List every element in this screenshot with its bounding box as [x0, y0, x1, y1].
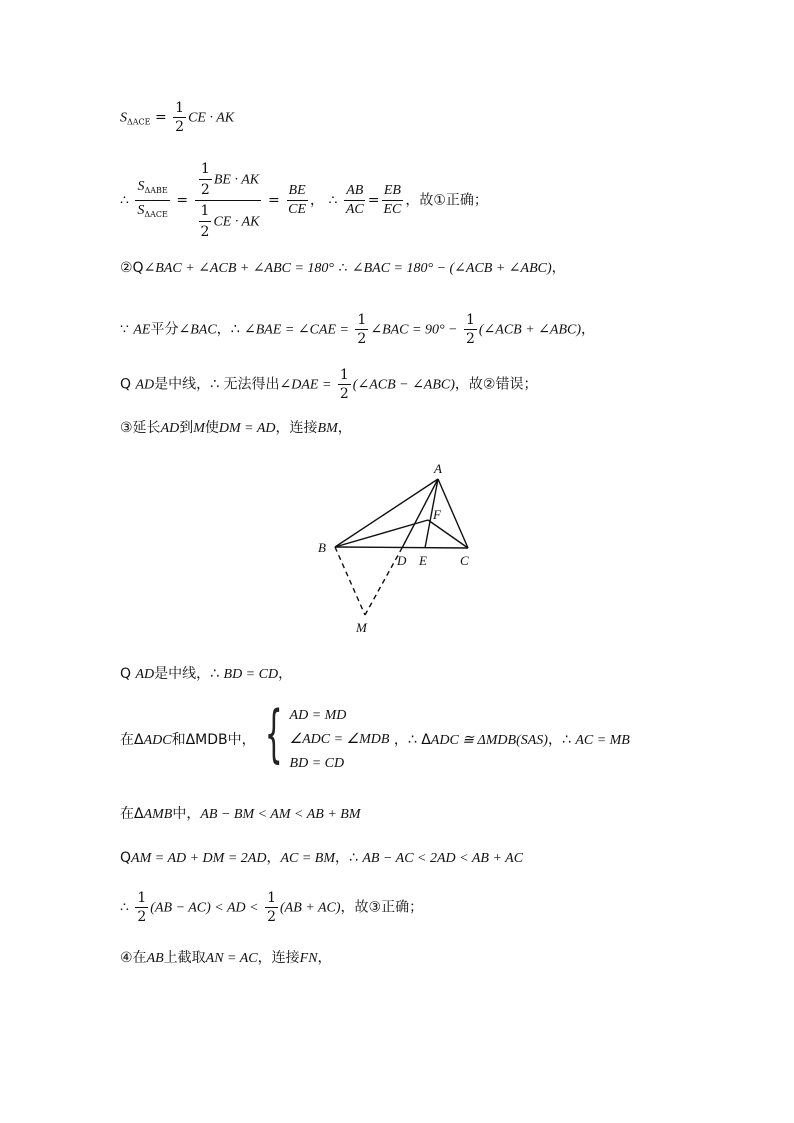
- segment-bm-dashed: [335, 547, 365, 615]
- comma: ，: [278, 666, 293, 682]
- fraction-half: [199, 202, 212, 241]
- because-symbol: ∵: [120, 321, 129, 338]
- fraction-eb-ec: [381, 183, 403, 218]
- comma: ，: [337, 420, 352, 436]
- equals-sign: =: [176, 192, 189, 209]
- formula-line-2: [120, 160, 488, 241]
- q-symbol: Q: [120, 376, 132, 393]
- therefore-symbol: ∴: [328, 192, 338, 209]
- compound-num: [195, 160, 261, 201]
- denominator: AC: [345, 202, 364, 217]
- system-row: BD = CD: [289, 756, 345, 771]
- triangle-amb: AMB: [143, 807, 173, 822]
- label-m: M: [356, 620, 367, 635]
- bisects-text: 平分: [150, 321, 179, 338]
- label-e: E: [419, 553, 427, 568]
- segment-ab: AB: [146, 951, 164, 966]
- segment-bm: BM: [317, 421, 338, 436]
- therefore-symbol: ，∴: [216, 321, 245, 338]
- fraction-half: [464, 312, 477, 347]
- text: 在Δ: [120, 806, 144, 822]
- compound-fraction: [195, 160, 262, 241]
- numerator: 1: [339, 367, 349, 383]
- segment-ad: AD: [135, 667, 155, 682]
- product-term: BE · AK: [213, 172, 260, 188]
- text: 中，: [172, 806, 201, 822]
- denominator: CE: [288, 202, 307, 217]
- length-equation: AM = AD + DM = 2AD: [131, 851, 267, 866]
- formula-line-11: [120, 890, 423, 925]
- therefore-symbol: ，∴ Δ: [393, 732, 431, 748]
- area-subscript: ΔACE: [127, 117, 151, 127]
- item-marker: ②Q: [120, 260, 144, 276]
- therefore-symbol: ∴: [120, 899, 129, 916]
- area-subscript: ΔACE: [144, 210, 168, 219]
- angle-sum: (∠ACB + ∠ABC): [478, 322, 582, 338]
- fraction-half: [199, 160, 212, 199]
- therefore-symbol: ∴: [120, 192, 129, 209]
- text: 在Δ: [120, 732, 144, 748]
- conclusion-text: ，故②错误；: [454, 376, 538, 393]
- denominator: 2: [339, 386, 349, 402]
- point-m: M: [193, 421, 205, 436]
- segment-bf: [335, 520, 428, 547]
- label-d: D: [397, 553, 407, 568]
- segment-equality: AC = BM: [280, 851, 335, 866]
- fraction-half: [173, 100, 186, 135]
- angle-difference: (∠ACB − ∠ABC): [352, 377, 455, 393]
- angle-bac: ∠BAC: [178, 322, 217, 338]
- label-a: A: [434, 461, 442, 476]
- fraction-ab-ac: [344, 183, 366, 218]
- equals-sign: =: [267, 192, 280, 209]
- item-marker: ④在: [120, 950, 147, 966]
- segment-ad: AD: [160, 421, 180, 436]
- numerator: 1: [357, 312, 367, 328]
- area-ratio-num: [135, 178, 169, 201]
- formula-line-12: [120, 948, 332, 969]
- q-symbol: Q: [120, 850, 132, 866]
- triangle-inequality: AB − BM < AM < AB + BM: [200, 807, 361, 822]
- compound-den: [195, 201, 262, 241]
- formula-line-5: [120, 367, 537, 402]
- segment-equality: AN = AC: [205, 951, 258, 966]
- fraction-half: [135, 890, 148, 925]
- angle-dae: ∠DAE =: [279, 377, 332, 393]
- text: 到: [179, 420, 194, 436]
- segment-equality: BD = CD: [223, 667, 279, 682]
- angle-bac-expression: ∠BAC = 180° − (∠ACB + ∠ABC): [351, 261, 552, 276]
- numerator: 1: [267, 890, 276, 906]
- formula-line-7: [120, 664, 292, 685]
- denominator: EC: [383, 202, 402, 217]
- segment-equality: DM = AD: [218, 421, 276, 436]
- formula-line-4: [120, 312, 595, 347]
- area-ratio: [135, 178, 170, 223]
- inequality: (AB − AC) < AD <: [150, 900, 259, 916]
- triangle-adc: ADC: [143, 733, 172, 748]
- system-row: ∠ADC = ∠MDB: [289, 732, 390, 747]
- label-f: F: [433, 507, 441, 522]
- therefore-symbol: ∴: [334, 260, 352, 276]
- area-symbol: S: [120, 110, 127, 126]
- numerator: 1: [199, 202, 212, 222]
- comma: ，: [266, 850, 281, 866]
- formula-line-10: [120, 848, 523, 869]
- denominator: 2: [200, 224, 210, 240]
- denominator: 2: [465, 331, 475, 347]
- formula-line-8: [120, 697, 630, 776]
- therefore-symbol: ，∴: [547, 732, 576, 748]
- formula-line-9: [120, 804, 360, 825]
- numerator: BE: [287, 183, 308, 201]
- segment-ae: AE: [133, 322, 151, 338]
- text: ，连接: [275, 420, 318, 436]
- numerator: EB: [382, 183, 403, 201]
- fraction-be-ce: [286, 183, 308, 218]
- formula-line-6: [120, 418, 352, 439]
- item-marker: ③延长: [120, 420, 161, 436]
- text: 上截取: [163, 950, 206, 966]
- numerator: 1: [175, 100, 185, 116]
- numerator: AB: [344, 183, 365, 201]
- formula-line-1: [120, 100, 234, 135]
- denominator: 2: [137, 909, 147, 925]
- angle-sum-expression: ∠BAC + ∠ACB + ∠ABC = 180°: [143, 261, 335, 276]
- system-rows: [290, 704, 390, 776]
- sum-expression: (AB + AC): [280, 900, 341, 916]
- fraction-half: [338, 367, 351, 402]
- angle-equality: ∠BAE = ∠CAE =: [244, 322, 349, 338]
- q-symbol: Q: [120, 666, 132, 682]
- numerator: 1: [199, 160, 212, 180]
- text: ，连接: [257, 950, 300, 966]
- system-row: AD = MD: [289, 708, 347, 723]
- area-ratio-den: [135, 201, 170, 223]
- denominator: 2: [357, 331, 367, 347]
- median-text: 是中线，∴ 无法得出: [154, 376, 280, 393]
- equals-sign: =: [154, 109, 167, 126]
- comma: ，: [310, 192, 325, 209]
- label-b: B: [318, 540, 326, 555]
- text: 使: [204, 420, 219, 436]
- therefore-symbol: ，∴: [335, 850, 363, 866]
- congruence: ADC ≅ Δ: [430, 733, 486, 748]
- comma: ，: [581, 321, 596, 338]
- denominator: 2: [200, 182, 210, 198]
- median-text: 是中线，∴: [154, 666, 224, 682]
- angle-expression: ∠BAC = 90° −: [370, 322, 458, 338]
- comma: ，: [551, 260, 566, 276]
- left-brace: {: [264, 697, 283, 770]
- segment-equality: AC = MB: [575, 733, 630, 748]
- segment-fn: FN: [299, 951, 318, 966]
- numerator: 1: [465, 312, 475, 328]
- fraction-half: [355, 312, 368, 347]
- conclusion-text: ，故③正确；: [340, 899, 424, 916]
- segment-ad: AD: [135, 377, 155, 393]
- label-c: C: [460, 553, 469, 568]
- segment-ab: [335, 479, 438, 547]
- product-term: CE · AK: [188, 110, 235, 126]
- formula-line-3: [120, 258, 566, 279]
- denominator: 2: [175, 119, 185, 135]
- equals-sign: =: [367, 192, 380, 209]
- product-term: CE · AK: [213, 214, 260, 230]
- numerator: 1: [137, 890, 147, 906]
- comma: ，: [317, 950, 332, 966]
- inequality: AB − AC < 2AD < AB + AC: [362, 851, 524, 866]
- geometry-figure: [305, 455, 505, 645]
- conclusion-text: ，故①正确；: [405, 192, 488, 209]
- area-symbol: S: [137, 203, 145, 218]
- denominator: 2: [267, 909, 276, 925]
- area-symbol: S: [137, 179, 145, 194]
- area-subscript: ΔABE: [144, 186, 168, 195]
- fraction-half: [265, 890, 278, 925]
- equation-system: [260, 697, 390, 776]
- text: 和ΔMDB中，: [171, 732, 256, 748]
- congruence: MDB(SAS): [485, 733, 548, 748]
